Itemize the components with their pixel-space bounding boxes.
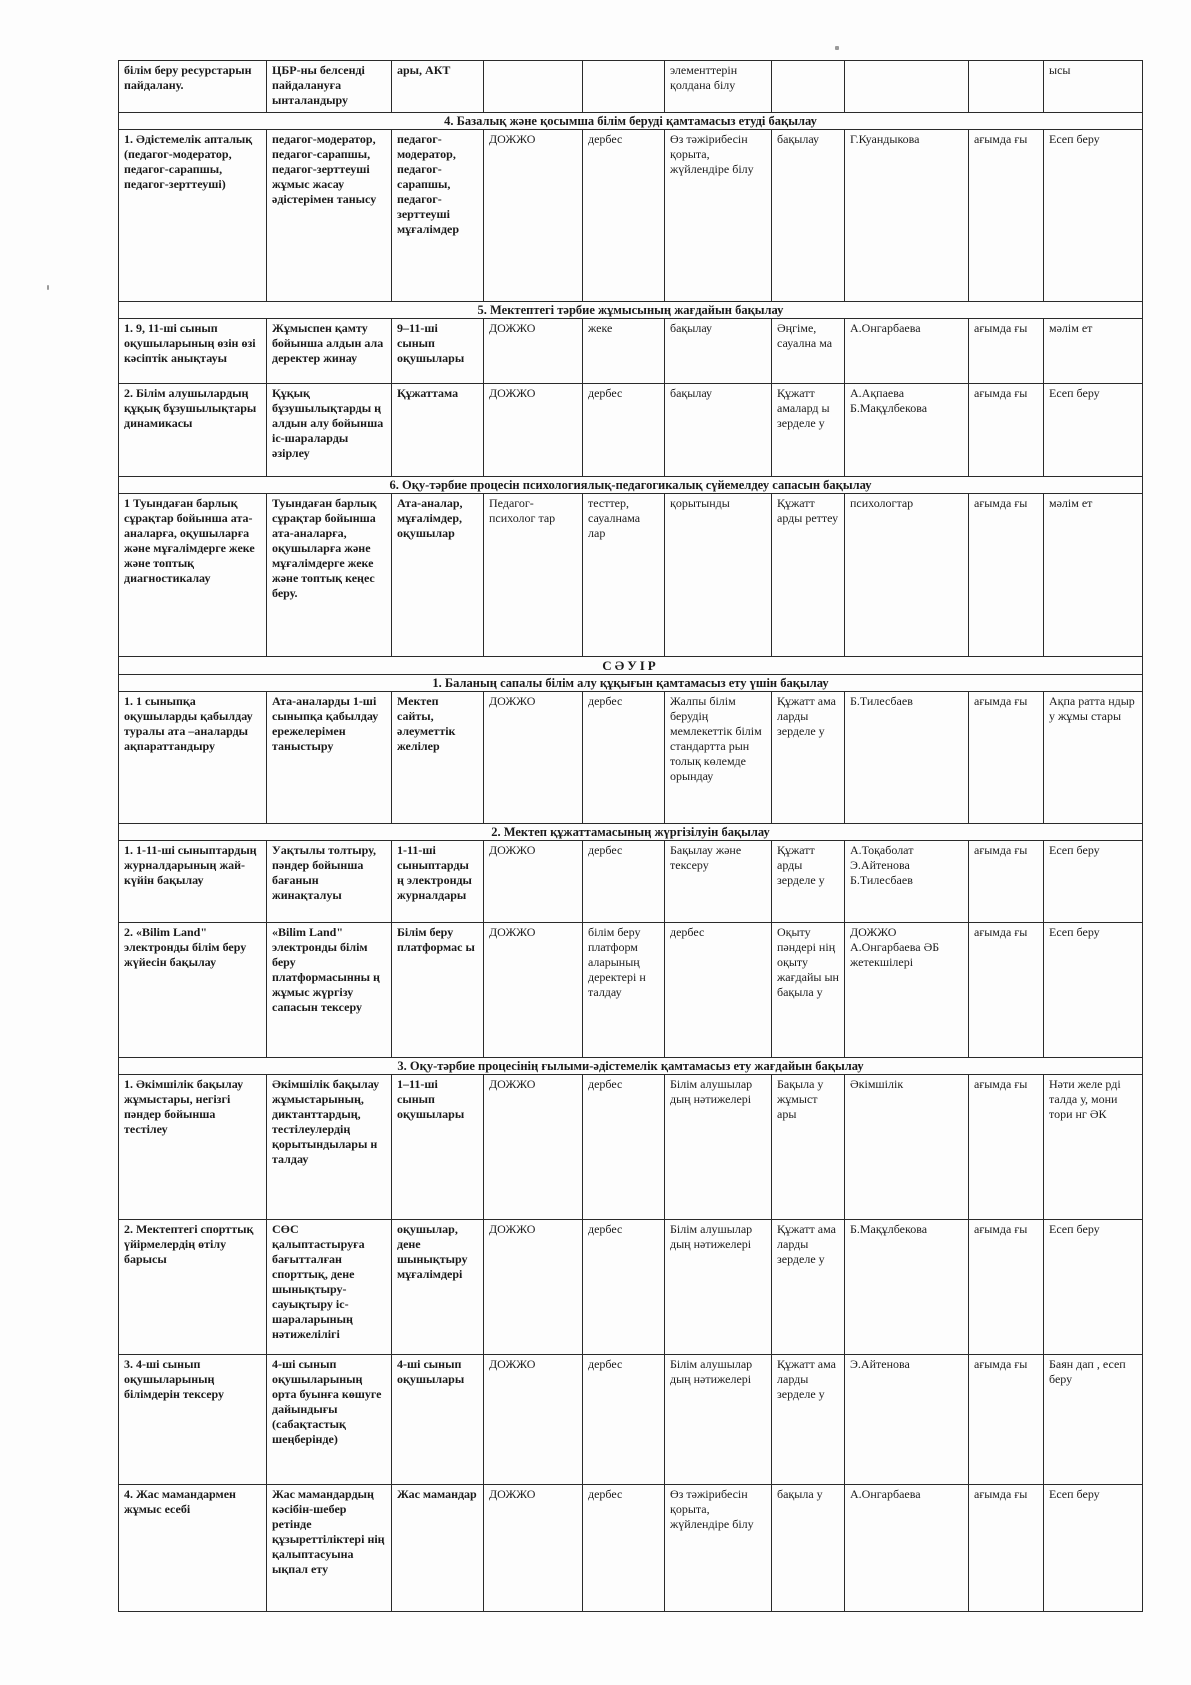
- table-cell: Құжаттама: [392, 384, 484, 477]
- table-cell: педагог-модератор, педагог-сарапшы, педагог-зерттеуші мұғалімдер: [392, 130, 484, 302]
- section-header-row: [119, 113, 1143, 130]
- table-row: [119, 61, 1143, 113]
- table-cell: ағымда ғы: [969, 1075, 1044, 1220]
- section-header-row: [119, 1058, 1143, 1075]
- table-cell: Білім алушылар дың нәтижелері: [665, 1355, 772, 1485]
- table-cell: Э.Айтенова: [845, 1355, 969, 1485]
- section-header-row: [119, 477, 1143, 494]
- table-row: [119, 1075, 1143, 1220]
- table-cell: Әкімшілік бақылау жұмыстарының, диктанттардың, тестілеулердің қорытындылары н талдау: [267, 1075, 392, 1220]
- table-cell: А.Онгарбаева: [845, 319, 969, 384]
- table-cell: бақыла у: [772, 1485, 845, 1612]
- table-cell: жеке: [583, 319, 665, 384]
- table-cell: элементтерін қолдана білу: [665, 61, 772, 113]
- table-cell: Есеп беру: [1044, 384, 1143, 477]
- table-cell: Құжатт ама ларды зерделе у: [772, 1220, 845, 1355]
- table-cell: Ата-аналарды 1-ші сыныпқа қабылдау ережелерімен таныстыру: [267, 692, 392, 824]
- table-cell: 9–11-ші сынып оқушылары: [392, 319, 484, 384]
- table-cell: 1. Әкімшілік бақылау жұмыстары, негізгі пәндер бойынша тестілеу: [119, 1075, 267, 1220]
- table-cell: Мектеп сайты, әлеуметтік желілер: [392, 692, 484, 824]
- table-cell: Педагог-психолог тар: [484, 494, 583, 657]
- table-cell: ДОЖЖО: [484, 1485, 583, 1612]
- table-row: [119, 384, 1143, 477]
- table-cell: психологтар: [845, 494, 969, 657]
- table-cell: тесттер, сауалнама лар: [583, 494, 665, 657]
- table-cell: Есеп беру: [1044, 1220, 1143, 1355]
- table-cell: Жұмыспен қамту бойынша алдын ала деректер жинау: [267, 319, 392, 384]
- table-cell: Есеп беру: [1044, 1485, 1143, 1612]
- table-cell: [484, 61, 583, 113]
- section-header-row: [119, 824, 1143, 841]
- table-cell: Бақылау және тексеру: [665, 841, 772, 923]
- table-row: [119, 692, 1143, 824]
- section-title: 1. Баланың сапалы білім алу құқығын қамтамасыз ету үшін бақылау: [119, 675, 1143, 692]
- table-cell: ысы: [1044, 61, 1143, 113]
- table-cell: Жас мамандардың кәсібін-шебер ретінде құзыреттіліктері нің қалыптасуына ықпал ету: [267, 1485, 392, 1612]
- table-cell: дербес: [583, 1075, 665, 1220]
- table-cell: дербес: [583, 1355, 665, 1485]
- table-cell: А.Ақпаева Б.Мақұлбекова: [845, 384, 969, 477]
- table-cell: ағымда ғы: [969, 130, 1044, 302]
- table-cell: ДОЖЖО: [484, 1075, 583, 1220]
- month-title: СӘУІР: [119, 657, 1143, 675]
- table-cell: 4-ші сынып оқушыларының орта буынға көшуге дайындығы (сабақтастық шеңберінде): [267, 1355, 392, 1485]
- table-cell: Құжатт арды зерделе у: [772, 841, 845, 923]
- table-cell: ағымда ғы: [969, 841, 1044, 923]
- table-cell: дербес: [583, 841, 665, 923]
- table-cell: Құжатт ама ларды зерделе у: [772, 1355, 845, 1485]
- table-cell: ағымда ғы: [969, 1485, 1044, 1612]
- table-cell: ДОЖЖО: [484, 1355, 583, 1485]
- table-cell: 1. 9, 11-ші сынып оқушыларының өзін өзі кәсіптік анықтауы: [119, 319, 267, 384]
- table-cell: 4-ші сынып оқушылары: [392, 1355, 484, 1485]
- table-cell: ағымда ғы: [969, 319, 1044, 384]
- table-cell: [845, 61, 969, 113]
- table-cell: дербес: [583, 1485, 665, 1612]
- table-row: [119, 923, 1143, 1058]
- table-cell: дербес: [583, 384, 665, 477]
- table-cell: Білім алушылар дың нәтижелері: [665, 1220, 772, 1355]
- table-cell: дербес: [665, 923, 772, 1058]
- section-title: 6. Оқу-тәрбие процесін психологиялық-педагогикалық сүйемелдеу сапасын бақылау: [119, 477, 1143, 494]
- table-cell: ағымда ғы: [969, 692, 1044, 824]
- table-row: [119, 841, 1143, 923]
- table-cell: [969, 61, 1044, 113]
- table-cell: Ақпа ратта ндыр у жұмы стары: [1044, 692, 1143, 824]
- table-cell: ДОЖЖО: [484, 692, 583, 824]
- table-row: [119, 1485, 1143, 1612]
- scan-speck: [835, 46, 839, 50]
- section-title: 3. Оқу-тәрбие процесінің ғылыми-әдістемелік қамтамасыз ету жағдайын бақылау: [119, 1058, 1143, 1075]
- table-cell: бақылау: [772, 130, 845, 302]
- month-header-row: [119, 657, 1143, 675]
- table-row: [119, 130, 1143, 302]
- section-header-row: [119, 302, 1143, 319]
- table-cell: ЦБР-ны белсенді пайдалануға ынталандыру: [267, 61, 392, 113]
- table-cell: Білім алушылар дың нәтижелері: [665, 1075, 772, 1220]
- table-cell: ДОЖЖО: [484, 841, 583, 923]
- table-cell: Білім беру платформас ы: [392, 923, 484, 1058]
- table-cell: [583, 61, 665, 113]
- table-cell: 1 Туындаған барлық сұрақтар бойынша ата-аналарға, оқушыларға және мұғалімдерге жеке және топтық диагностикалау: [119, 494, 267, 657]
- table-cell: А.Онгарбаева: [845, 1485, 969, 1612]
- table-cell: Г.Куандыкова: [845, 130, 969, 302]
- table-cell: 1-11-ші сыныптарды ң электронды журналдары: [392, 841, 484, 923]
- table-cell: білім беру платформ аларының деректері н талдау: [583, 923, 665, 1058]
- table-cell: мәлім ет: [1044, 319, 1143, 384]
- table-cell: Құжатт арды реттеу: [772, 494, 845, 657]
- table-cell: ДОЖЖО: [484, 1220, 583, 1355]
- table-cell: Оқыту пәндері нің оқыту жағдайы ын бақыла у: [772, 923, 845, 1058]
- section-title: 5. Мектептегі тәрбие жұмысының жағдайын бақылау: [119, 302, 1143, 319]
- table-cell: 1. 1-11-ші сыныптардың журналдарының жай-күйін бақылау: [119, 841, 267, 923]
- table-cell: Уақтылы толтыру, пәндер бойынша бағанын жинақталуы: [267, 841, 392, 923]
- table-cell: «Bilim Land" электронды білім беру платформасынны ң жұмыс жүргізу сапасын тексеру: [267, 923, 392, 1058]
- table-cell: 2. Білім алушылардың құқық бұзушылықтары динамикасы: [119, 384, 267, 477]
- table-cell: Туындаған барлық сұрақтар бойынша ата-аналарға, оқушыларға және мұғалімдерге жеке және топтық кеңес беру.: [267, 494, 392, 657]
- table-cell: Құқық бұзушылықтарды ң алдын алу бойынша іс-шараларды әзірлеу: [267, 384, 392, 477]
- table-cell: 1. 1 сыныпқа оқушыларды қабылдау туралы ата –аналарды ақпараттандыру: [119, 692, 267, 824]
- table-cell: ағымда ғы: [969, 1355, 1044, 1485]
- table-cell: Есеп беру: [1044, 130, 1143, 302]
- table-cell: 2. Мектептегі спорттық үйірмелердің өтілу барысы: [119, 1220, 267, 1355]
- table-cell: Құжатт ама ларды зерделе у: [772, 692, 845, 824]
- table-cell: ДОЖЖО: [484, 130, 583, 302]
- table-cell: 2. «Bilim Land" электронды білім беру жүйесін бақылау: [119, 923, 267, 1058]
- table-cell: ағымда ғы: [969, 923, 1044, 1058]
- table-cell: 1–11-ші сынып оқушылары: [392, 1075, 484, 1220]
- table-cell: 3. 4-ші сынып оқушыларының білімдерін тексеру: [119, 1355, 267, 1485]
- table-row: [119, 1220, 1143, 1355]
- table-cell: ДОЖЖО: [484, 319, 583, 384]
- section-title: 4. Базалық және қосымша білім беруді қамтамасыз етуді бақылау: [119, 113, 1143, 130]
- table-cell: 1. Әдістемелік апталық (педагог-модератор, педагог-сарапшы, педагог-зерттеуші): [119, 130, 267, 302]
- table-cell: педагог-модератор, педагог-сарапшы, педагог-зерттеуші жұмыс жасау әдістерімен танысу: [267, 130, 392, 302]
- table-cell: Есеп беру: [1044, 841, 1143, 923]
- table-cell: ДОЖЖО: [484, 384, 583, 477]
- table-cell: 4. Жас мамандармен жұмыс есебі: [119, 1485, 267, 1612]
- section-header-row: [119, 675, 1143, 692]
- table-cell: Баян дап , есеп беру: [1044, 1355, 1143, 1485]
- scan-speck: [47, 285, 49, 290]
- table-cell: қорытынды: [665, 494, 772, 657]
- table-cell: Әкімшілік: [845, 1075, 969, 1220]
- table-cell: білім беру ресурстарын пайдалану.: [119, 61, 267, 113]
- table-cell: дербес: [583, 692, 665, 824]
- table-cell: ары, АКТ: [392, 61, 484, 113]
- table-cell: ағымда ғы: [969, 494, 1044, 657]
- table-cell: СӨС қалыптастыруға бағытталған спорттық, дене шынықтыру-сауықтыру іс-шараларының нәтижелілігі: [267, 1220, 392, 1355]
- table-cell: Ата-аналар, мұғалімдер, оқушылар: [392, 494, 484, 657]
- table-cell: А.Тоқаболат Э.Айтенова Б.Тилесбаев: [845, 841, 969, 923]
- table-cell: ДОЖЖО: [484, 923, 583, 1058]
- table-cell: Өз тәжірибесін қорыта, жүйлендіре білу: [665, 130, 772, 302]
- table-cell: Нәти желе рді талда у, мони тори нг ӘК: [1044, 1075, 1143, 1220]
- table-cell: ағымда ғы: [969, 384, 1044, 477]
- control-plan-table: [118, 60, 1143, 1612]
- table-cell: Өз тәжірибесін қорыта, жүйлендіре білу: [665, 1485, 772, 1612]
- table-cell: Жас мамандар: [392, 1485, 484, 1612]
- table-cell: Б.Мақұлбекова: [845, 1220, 969, 1355]
- section-title: 2. Мектеп құжаттамасының жүргізілуін бақылау: [119, 824, 1143, 841]
- table-cell: бақылау: [665, 319, 772, 384]
- table-cell: Бақыла у жұмыст ары: [772, 1075, 845, 1220]
- table-cell: Құжатт амалард ы зерделе у: [772, 384, 845, 477]
- table-cell: мәлім ет: [1044, 494, 1143, 657]
- table-cell: Б.Тилесбаев: [845, 692, 969, 824]
- table-cell: Жалпы білім берудің мемлекеттік білім стандартта рын толық көлемде орындау: [665, 692, 772, 824]
- table-cell: Есеп беру: [1044, 923, 1143, 1058]
- table-cell: [772, 61, 845, 113]
- table-cell: бақылау: [665, 384, 772, 477]
- table-cell: дербес: [583, 1220, 665, 1355]
- table-cell: ДОЖЖО А.Онгарбаева ӘБ жетекшілері: [845, 923, 969, 1058]
- table-row: [119, 494, 1143, 657]
- table-cell: Әңгіме, сауална ма: [772, 319, 845, 384]
- table-row: [119, 319, 1143, 384]
- table-cell: оқушылар, дене шынықтыру мұғалімдері: [392, 1220, 484, 1355]
- table-row: [119, 1355, 1143, 1485]
- table-cell: дербес: [583, 130, 665, 302]
- table-cell: ағымда ғы: [969, 1220, 1044, 1355]
